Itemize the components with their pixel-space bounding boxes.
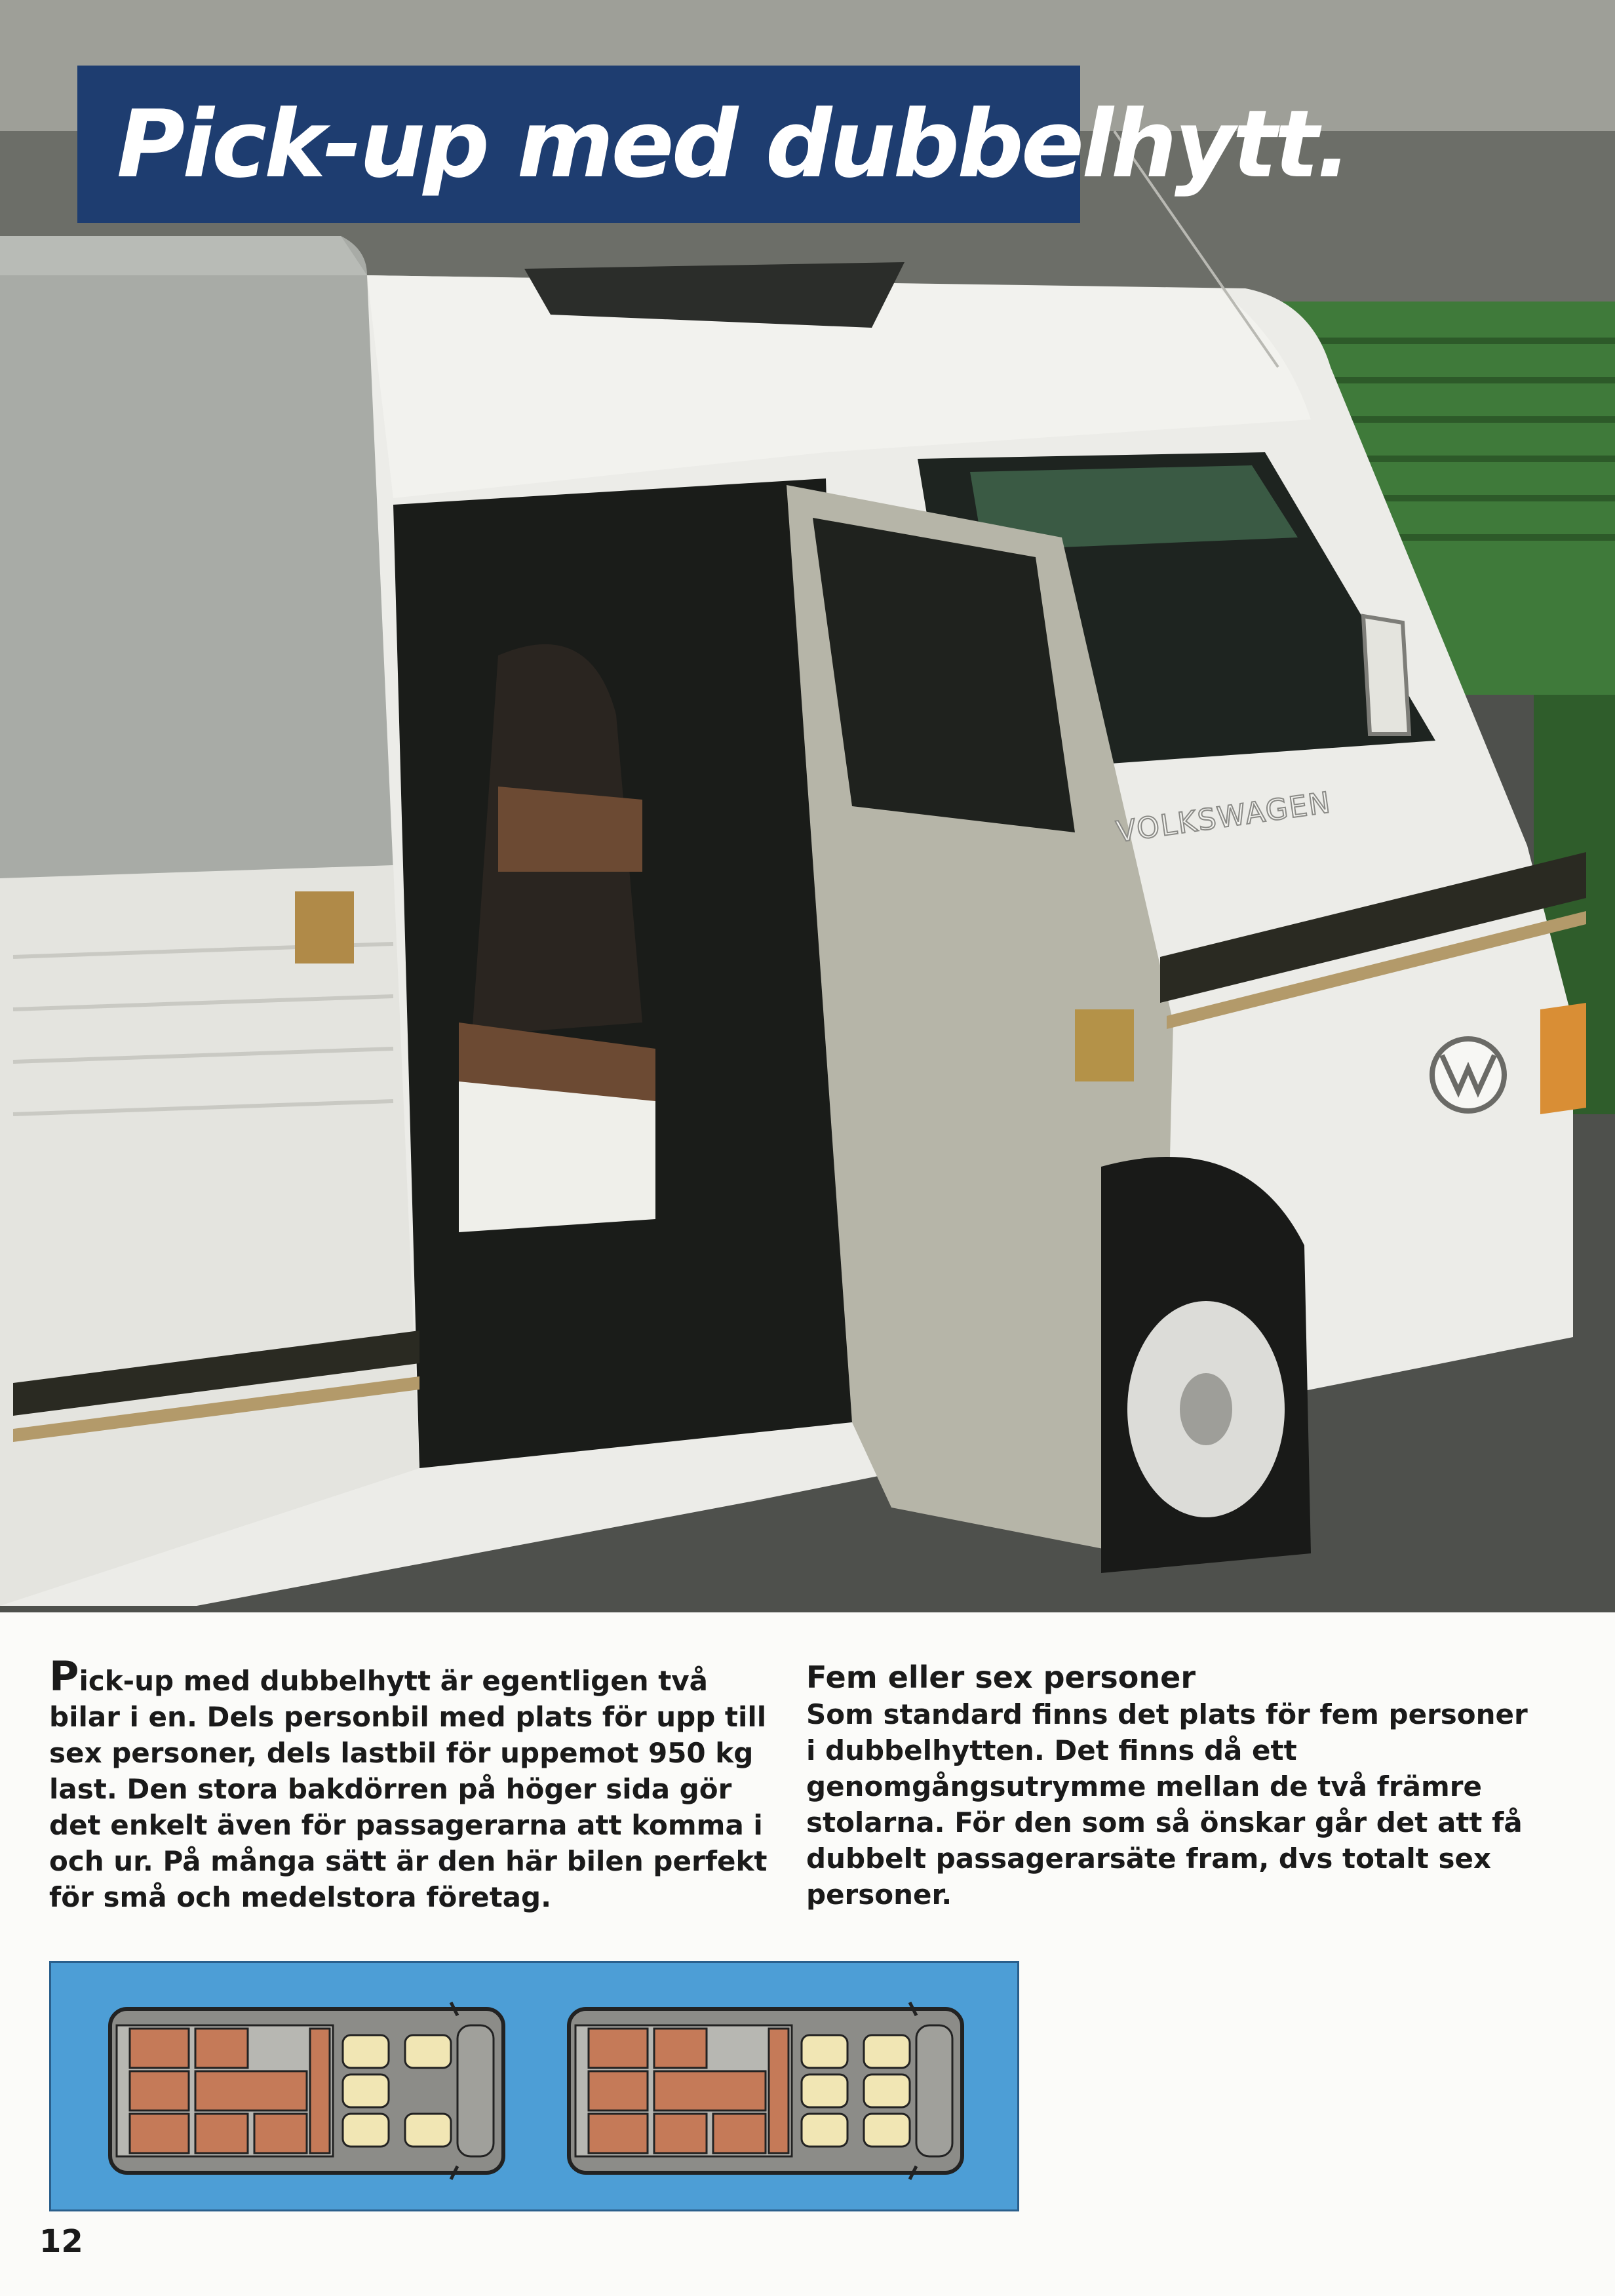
intro-paragraph: ick-up med dubbelhytt är egentligen två bilar i en. Dels personbil med plats för upp till sex personer, dels lastbil för uppemot 950 kg last. Den stora bakdörren på höger sida gör det enkelt även för passagerarna att komma i och ur. På många sätt är den här bilen perfekt för små och medelstora företag.	[49, 1665, 768, 1913]
vehicle-brand-lettering: VOLKSWAGEN	[1114, 786, 1334, 849]
section-paragraph: Som standard finns det plats för fem personer i dubbelhytten. Det finns då ett genomgångsutrymme mellan de två främre stolarna. För den som så önskar går det att få dubbelt passagerarsäte fram, dvs totalt sex personer.	[806, 1698, 1528, 1911]
seating-layout-six-seats	[549, 1963, 982, 2213]
page-number: 12	[39, 2223, 83, 2260]
seating-column	[806, 1658, 1540, 1913]
section-heading: Fem eller sex personer	[806, 1660, 1196, 1695]
seating-layout-diagram	[49, 1961, 1019, 2211]
seating-layout-five-seats	[90, 1963, 523, 2213]
page-title-banner	[77, 66, 1350, 223]
intro-column	[49, 1652, 770, 1915]
page-title: Pick-up med dubbelhytt.	[117, 90, 1350, 199]
intro-dropcap: P	[49, 1652, 79, 1700]
